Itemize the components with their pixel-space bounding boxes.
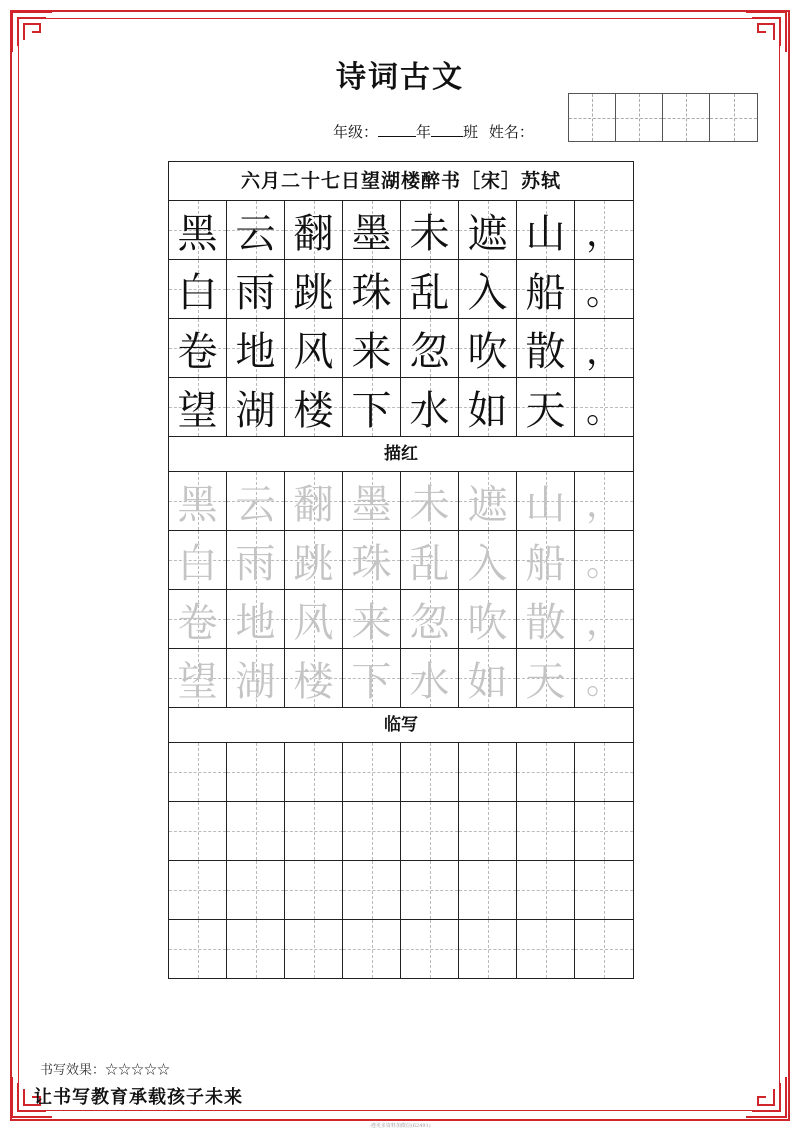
practice-cell[interactable] xyxy=(343,743,401,801)
practice-sheet xyxy=(168,161,634,979)
character-cell xyxy=(517,319,575,377)
model-character: 来 xyxy=(351,328,392,375)
practice-cell[interactable] xyxy=(169,743,227,801)
trace-character: 船 xyxy=(525,540,566,587)
grid-row xyxy=(169,919,633,978)
trace-cell[interactable] xyxy=(401,590,459,648)
model-character: 卷 xyxy=(177,328,218,375)
character-cell xyxy=(459,201,517,259)
model-character: 天 xyxy=(525,387,566,434)
trace-cell[interactable] xyxy=(169,531,227,589)
effect-label: 书写效果： xyxy=(40,1063,106,1078)
trace-cell[interactable] xyxy=(517,590,575,648)
model-character: 遮 xyxy=(467,210,508,257)
trace-character: 翻 xyxy=(293,481,334,528)
character-cell xyxy=(169,201,227,259)
character-cell xyxy=(459,319,517,377)
trace-character: 跳 xyxy=(293,540,334,587)
trace-cell[interactable] xyxy=(459,649,517,707)
character-cell xyxy=(517,378,575,436)
trace-cell[interactable] xyxy=(285,590,343,648)
name-box[interactable] xyxy=(616,94,663,141)
model-character: 。 xyxy=(585,271,622,313)
class-suffix: 班 xyxy=(463,123,479,141)
practice-cell[interactable] xyxy=(285,861,343,919)
trace-character: 忽 xyxy=(409,599,450,646)
character-cell xyxy=(401,378,459,436)
trace-cell[interactable] xyxy=(401,531,459,589)
practice-cell[interactable] xyxy=(575,861,633,919)
slogan: 让书写教育承载孩子未来 xyxy=(34,1087,243,1108)
trace-character: 白 xyxy=(177,540,218,587)
model-character: 云 xyxy=(235,210,276,257)
corner-ornament-top-left xyxy=(10,10,54,54)
character-cell xyxy=(575,319,633,377)
practice-cell[interactable] xyxy=(227,920,285,978)
model-character: 雨 xyxy=(235,269,276,316)
model-character: 白 xyxy=(177,269,218,316)
practice-cell[interactable] xyxy=(343,802,401,860)
character-cell xyxy=(401,260,459,318)
model-character: 船 xyxy=(525,269,566,316)
model-character: 。 xyxy=(585,389,622,431)
character-cell xyxy=(343,201,401,259)
practice-cell[interactable] xyxy=(459,802,517,860)
model-character: ， xyxy=(585,212,622,254)
class-blank[interactable] xyxy=(431,122,463,137)
model-character: 忽 xyxy=(409,328,450,375)
model-character: ， xyxy=(585,330,622,372)
practice-section-label: 临写 xyxy=(169,707,633,743)
grid-row xyxy=(169,801,633,860)
practice-grid xyxy=(169,743,633,978)
grade-label: 年级： xyxy=(333,123,379,141)
character-cell xyxy=(343,378,401,436)
grid-row xyxy=(169,648,633,707)
character-cell xyxy=(575,260,633,318)
character-cell xyxy=(343,319,401,377)
grid-row xyxy=(169,743,633,801)
trace-cell[interactable] xyxy=(227,590,285,648)
trace-character: 水 xyxy=(409,658,450,705)
trace-character: 地 xyxy=(235,599,276,646)
trace-character: 如 xyxy=(467,658,508,705)
corner-ornament-bottom-right xyxy=(744,1075,788,1119)
trace-cell[interactable] xyxy=(401,472,459,530)
trace-section-label: 描红 xyxy=(169,436,633,472)
trace-cell[interactable] xyxy=(575,472,633,530)
practice-cell[interactable] xyxy=(169,861,227,919)
model-character: 山 xyxy=(525,210,566,257)
trace-character: 风 xyxy=(293,599,334,646)
trace-cell[interactable] xyxy=(343,472,401,530)
trace-character: ， xyxy=(585,601,622,643)
grid-row xyxy=(169,259,633,318)
model-character: 望 xyxy=(177,387,218,434)
model-character: 下 xyxy=(351,387,392,434)
trace-character: 。 xyxy=(585,660,622,702)
name-writing-boxes[interactable] xyxy=(568,93,758,142)
trace-cell[interactable] xyxy=(517,472,575,530)
practice-cell[interactable] xyxy=(575,920,633,978)
page-title: 诗词古文 xyxy=(336,60,464,95)
character-cell xyxy=(285,260,343,318)
model-character: 地 xyxy=(235,328,276,375)
name-box[interactable] xyxy=(569,94,616,141)
practice-cell[interactable] xyxy=(169,920,227,978)
student-info xyxy=(333,121,534,142)
trace-character: 天 xyxy=(525,658,566,705)
model-text-grid xyxy=(169,201,633,436)
trace-cell[interactable] xyxy=(575,590,633,648)
practice-cell[interactable] xyxy=(285,920,343,978)
trace-cell[interactable] xyxy=(517,531,575,589)
grid-row xyxy=(169,589,633,648)
trace-cell[interactable] xyxy=(517,649,575,707)
trace-cell[interactable] xyxy=(169,472,227,530)
character-cell xyxy=(227,319,285,377)
practice-cell[interactable] xyxy=(401,802,459,860)
trace-character: 云 xyxy=(235,481,276,528)
model-character: 风 xyxy=(293,328,334,375)
model-character: 珠 xyxy=(351,269,392,316)
trace-cell[interactable] xyxy=(343,590,401,648)
trace-grid xyxy=(169,472,633,707)
character-cell xyxy=(517,201,575,259)
model-character: 如 xyxy=(467,387,508,434)
trace-cell[interactable] xyxy=(227,531,285,589)
character-cell xyxy=(227,201,285,259)
grid-row xyxy=(169,472,633,530)
poem-header: 六月二十七日望湖楼醉书［宋］苏轼 xyxy=(169,162,633,201)
trace-character: 入 xyxy=(467,540,508,587)
practice-cell[interactable] xyxy=(517,802,575,860)
trace-cell[interactable] xyxy=(459,531,517,589)
model-character: 乱 xyxy=(409,269,450,316)
model-character: 未 xyxy=(409,210,450,257)
grid-row xyxy=(169,377,633,436)
trace-character: 山 xyxy=(525,481,566,528)
practice-cell[interactable] xyxy=(227,861,285,919)
trace-character: 卷 xyxy=(177,599,218,646)
name-box[interactable] xyxy=(710,94,757,141)
trace-character: 。 xyxy=(585,542,622,584)
trace-character: 黑 xyxy=(177,481,218,528)
practice-cell[interactable] xyxy=(401,743,459,801)
model-character: 水 xyxy=(409,387,450,434)
practice-cell[interactable] xyxy=(459,920,517,978)
trace-character: 墨 xyxy=(351,481,392,528)
name-box[interactable] xyxy=(663,94,710,141)
model-character: 入 xyxy=(467,269,508,316)
trace-character: 下 xyxy=(351,658,392,705)
trace-cell[interactable] xyxy=(459,590,517,648)
trace-cell[interactable] xyxy=(343,649,401,707)
trace-cell[interactable] xyxy=(459,472,517,530)
character-cell xyxy=(459,260,517,318)
trace-character: 来 xyxy=(351,599,392,646)
practice-cell[interactable] xyxy=(517,861,575,919)
grid-row xyxy=(169,530,633,589)
character-cell xyxy=(343,260,401,318)
year-suffix: 年 xyxy=(416,123,432,141)
trace-character: 散 xyxy=(525,599,566,646)
trace-character: 雨 xyxy=(235,540,276,587)
trace-cell[interactable] xyxy=(227,472,285,530)
character-cell xyxy=(227,378,285,436)
character-cell xyxy=(517,260,575,318)
model-character: 吹 xyxy=(467,328,508,375)
trace-character: 乱 xyxy=(409,540,450,587)
practice-cell[interactable] xyxy=(285,802,343,860)
trace-character: 遮 xyxy=(467,481,508,528)
name-label: 姓名： xyxy=(488,123,534,141)
character-cell xyxy=(459,378,517,436)
corner-ornament-top-right xyxy=(744,10,788,54)
practice-cell[interactable] xyxy=(285,743,343,801)
practice-cell[interactable] xyxy=(343,861,401,919)
practice-cell[interactable] xyxy=(401,920,459,978)
trace-cell[interactable] xyxy=(575,531,633,589)
practice-cell[interactable] xyxy=(401,861,459,919)
practice-cell[interactable] xyxy=(517,743,575,801)
character-cell xyxy=(575,378,633,436)
trace-cell[interactable] xyxy=(285,649,343,707)
character-cell xyxy=(401,201,459,259)
trace-cell[interactable] xyxy=(227,649,285,707)
model-character: 楼 xyxy=(293,387,334,434)
model-character: 散 xyxy=(525,328,566,375)
character-cell xyxy=(169,378,227,436)
trace-character: 望 xyxy=(177,658,218,705)
trace-character: ， xyxy=(585,483,622,525)
practice-cell[interactable] xyxy=(227,802,285,860)
practice-cell[interactable] xyxy=(459,861,517,919)
character-cell xyxy=(285,201,343,259)
character-cell xyxy=(285,319,343,377)
practice-cell[interactable] xyxy=(575,802,633,860)
practice-cell[interactable] xyxy=(169,802,227,860)
trace-character: 未 xyxy=(409,481,450,528)
practice-cell[interactable] xyxy=(227,743,285,801)
trace-character: 珠 xyxy=(351,540,392,587)
grid-row xyxy=(169,201,633,259)
footnote: ·遵更多资料加微信(62491) xyxy=(369,1123,431,1129)
practice-cell[interactable] xyxy=(459,743,517,801)
writing-effect xyxy=(40,1059,170,1078)
trace-character: 湖 xyxy=(235,658,276,705)
model-character: 翻 xyxy=(293,210,334,257)
trace-cell[interactable] xyxy=(285,472,343,530)
trace-cell[interactable] xyxy=(169,590,227,648)
practice-cell[interactable] xyxy=(575,743,633,801)
character-cell xyxy=(401,319,459,377)
character-cell xyxy=(227,260,285,318)
character-cell xyxy=(169,319,227,377)
model-character: 跳 xyxy=(293,269,334,316)
trace-cell[interactable] xyxy=(401,649,459,707)
grade-blank[interactable] xyxy=(378,122,416,137)
practice-cell[interactable] xyxy=(517,920,575,978)
trace-character: 楼 xyxy=(293,658,334,705)
character-cell xyxy=(285,378,343,436)
trace-cell[interactable] xyxy=(575,649,633,707)
model-character: 黑 xyxy=(177,210,218,257)
trace-cell[interactable] xyxy=(285,531,343,589)
grid-row xyxy=(169,860,633,919)
practice-cell[interactable] xyxy=(343,920,401,978)
grid-row xyxy=(169,318,633,377)
model-character: 湖 xyxy=(235,387,276,434)
rating-stars[interactable]: ☆☆☆☆☆ xyxy=(105,1063,171,1078)
trace-character: 吹 xyxy=(467,599,508,646)
trace-cell[interactable] xyxy=(169,649,227,707)
trace-cell[interactable] xyxy=(343,531,401,589)
character-cell xyxy=(575,201,633,259)
character-cell xyxy=(169,260,227,318)
model-character: 墨 xyxy=(351,210,392,257)
